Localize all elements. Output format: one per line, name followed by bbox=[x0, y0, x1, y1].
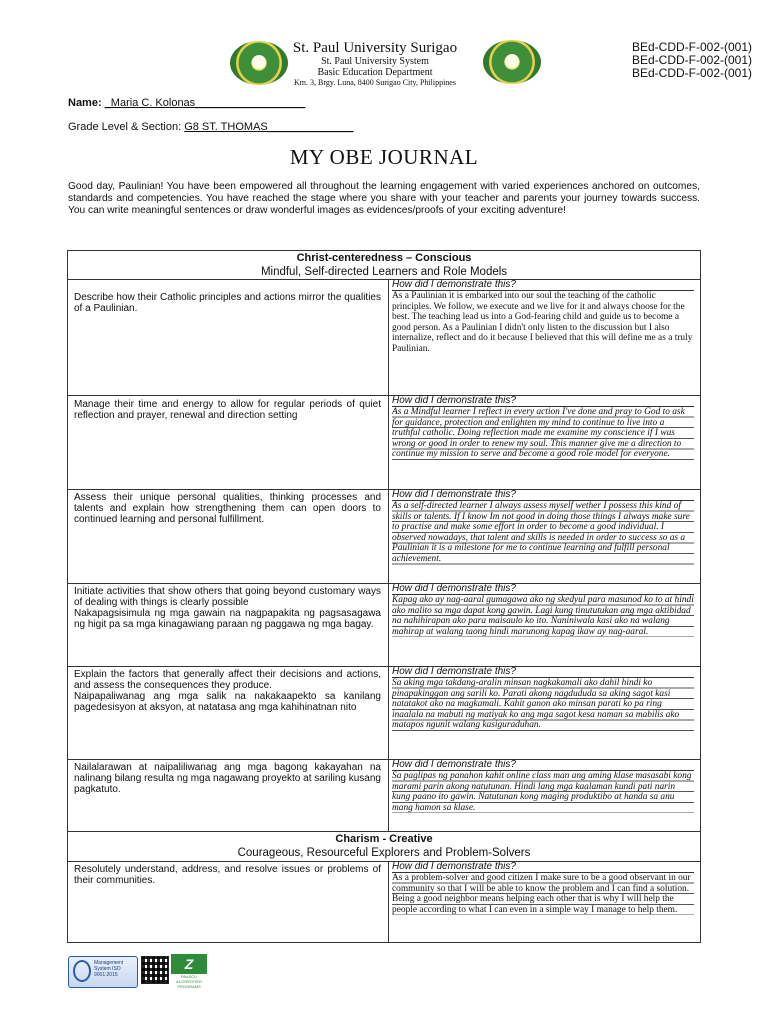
paascu-logo bbox=[171, 954, 207, 988]
section-subheading: Courageous, Resourceful Explorers and Problem-Solvers bbox=[237, 847, 531, 859]
journal-table bbox=[67, 250, 701, 943]
department-name: Basic Education Department bbox=[317, 67, 433, 78]
name-row bbox=[68, 97, 305, 109]
section-heading: Charism - Creative bbox=[335, 833, 433, 845]
outcome-text: Manage their time and energy to allow for regular periods of quiet reflection and prayer, renewal and direction setting bbox=[74, 399, 381, 421]
paascu-emblem-icon: Z bbox=[171, 954, 207, 974]
reflection-prompt: How did I demonstrate this? bbox=[392, 490, 694, 501]
reflection-answer: Sa aking mga takdang-aralin minsan nagkakamali ako dahil hindi ko pinapakinggan ang sarili ko. Parati akong nagdududa sa aking sagot kasi natatakot ako na magkamali. Kahit ganon ako minsan parati ko pa ring inaalala na mabuti ng matiyak ko ang mga sagot kesa naman sa mabilis ako matapos ngunit walang kasiguraduhan. bbox=[392, 678, 694, 731]
university-name: St. Paul University Surigao bbox=[292, 40, 458, 56]
outcome-text: Explain the factors that generally affect their decisions and actions, and assess the consequences they produce. Naipapaliwanag ang mga salik na nakakaapekto sa kanilang pagedesisyon at aksyon, at natatasa ang mga kahihinatnan nito bbox=[74, 669, 381, 713]
reflection-prompt: How did I demonstrate this? bbox=[392, 280, 694, 291]
reflection-prompt: How did I demonstrate this? bbox=[392, 584, 694, 595]
certification-badge-text: Management System ISO 9001:2015 bbox=[94, 960, 124, 978]
reflection-answer: Kapag ako ay nag-aaral gumagawa ako ng skedyul para masunod ko to at hindi ako malito sa mga dapat kong gawin. Lagi kung tinututukan ang mga aktibidad na nahihirapan ako para maisaulo ko ito. Naniniwala kasi ako na walang mahirap at walang taong hindi marunong kapag ikaw ay nag-aaral. bbox=[392, 595, 694, 637]
reflection-prompt: How did I demonstrate this? bbox=[392, 760, 694, 771]
reflection-answer: As a problem-solver and good citizen I make sure to be a good observant in our community so that I will be able to know the problem and I can find a solution. Being a good neighbor means helping each other that is why I will help the people according to what I can even in a simple way I manage to help them. bbox=[392, 873, 694, 915]
reflection-cell bbox=[392, 862, 694, 915]
document-code: BEd-CDD-F-002-(001) bbox=[632, 53, 753, 67]
column-divider bbox=[388, 279, 389, 831]
row-divider bbox=[68, 831, 700, 832]
outcome-text: Describe how their Catholic principles and actions mirror the qualities of a Paulinian. bbox=[74, 292, 381, 314]
reflection-answer: Sa paglipas ng panahon kahit online class man ang aming klase masasabi kong marami parin akong natutunan. Hindi lang mga kaalaman kundi pati narin kung paano ito gawin. Natutunan kong maging produktibo at handa sa anu mang hamon sa klase. bbox=[392, 771, 694, 813]
section-header bbox=[68, 833, 700, 860]
reflection-prompt: How did I demonstrate this? bbox=[392, 396, 694, 407]
reflection-answer: As a self-directed learner I always assess myself wether I possess this kind of skills or talents. If I know Im not good in doing those things I always make sure to practise and make some effort in order to become a good individual. I observed nowadays, that talent and skills is needed in order to success so as a Paulinian it is a milestone for me to continue learning and fulfill personal achievement. bbox=[392, 501, 694, 565]
reflection-cell bbox=[392, 760, 694, 813]
intro-paragraph: Good day, Paulinian! You have been empowered all throughout the learning engagement with varied experiences anchored on outcomes, standards and competencies. You have reached the stage where you share with your teacher and parents your journey towards success. You can write meaningful sentences or draw wonderful images as evidences/proofs of your exciting adventure! bbox=[68, 181, 700, 216]
grade-label: Grade Level & Section: bbox=[68, 121, 182, 133]
section-subheading: Mindful, Self-directed Learners and Role Models bbox=[260, 266, 508, 278]
paascu-label: PAASCU ACCREDITED PROGRAMS bbox=[175, 974, 202, 989]
reflection-cell bbox=[392, 490, 694, 565]
document-codes bbox=[632, 41, 752, 80]
outcome-text: Resolutely understand, address, and resolve issues or problems of their communities. bbox=[74, 864, 381, 886]
reflection-cell bbox=[392, 584, 694, 637]
reflection-cell bbox=[392, 280, 694, 355]
reflection-prompt: How did I demonstrate this? bbox=[392, 862, 694, 873]
iso-certification-logo bbox=[68, 956, 138, 988]
school-address: Km. 3, Brgy. Luna, 8400 Surigao City, Philippines bbox=[294, 78, 456, 87]
section-heading: Christ-centeredness – Conscious bbox=[296, 252, 472, 264]
qr-code-icon bbox=[141, 956, 169, 984]
right-university-seal-icon bbox=[483, 40, 541, 84]
certification-globe-icon bbox=[73, 960, 91, 982]
document-code: BEd-CDD-F-002-(001) bbox=[632, 66, 753, 80]
reflection-prompt: How did I demonstrate this? bbox=[392, 667, 694, 678]
column-divider bbox=[388, 861, 389, 943]
document-code: BEd-CDD-F-002-(001) bbox=[632, 40, 753, 54]
university-system: St. Paul University System bbox=[321, 56, 429, 67]
reflection-cell bbox=[392, 667, 694, 731]
grade-value: G8 ST. THOMAS______________ bbox=[184, 121, 354, 133]
outcome-text: Nailalarawan at naipaliliwanag ang mga bagong kakayahan na nalinang bilang resulta ng mga nagawang proyekto at sariling kusang pagkatuto. bbox=[74, 762, 381, 795]
section-header bbox=[68, 252, 700, 279]
reflection-answer: As a Mindful learner I reflect in every action I've done and pray to God to ask for guidance, protection and enlighten my mind to continue to live into a truthful catholic. Doing reflection made me examine my conscience if I was wrong or good in order to renew my soul. This manner give me a direction to continue my mission to serve and become a good role model for everyone. bbox=[392, 407, 694, 460]
reflection-answer: As a Paulinian it is embarked into our soul the teaching of the catholic principles. We follow, we execute and we live for it and always choose for the best. The teaching lead us into a God-fearing child and guide us to become a good person. As a Paulinian I didn't only listen to the discussion but I also internalize, reflect and do it because I believed that this will define me as a truly Paulinian. bbox=[392, 291, 693, 354]
outcome-text: Initiate activities that show others that going beyond customary ways of dealing with things is clearly possible Nakapagsisimula ng mga gawain na nagpapakita ng pagsasagawa ng higit pa sa mga kinagawiang paraan ng paggawa ng mga bagay. bbox=[74, 586, 381, 630]
outcome-text: Assess their unique personal qualities, thinking processes and talents and explain how strengthening them can open doors to continued learning and personal fulfillment. bbox=[74, 492, 381, 525]
grade-row bbox=[68, 121, 353, 133]
school-header bbox=[262, 40, 488, 88]
page-title: MY OBE JOURNAL bbox=[289, 145, 479, 169]
reflection-cell bbox=[392, 396, 694, 460]
name-value: _Maria C. Kolonas__________________ bbox=[104, 97, 306, 109]
name-label: Name: bbox=[68, 97, 102, 109]
